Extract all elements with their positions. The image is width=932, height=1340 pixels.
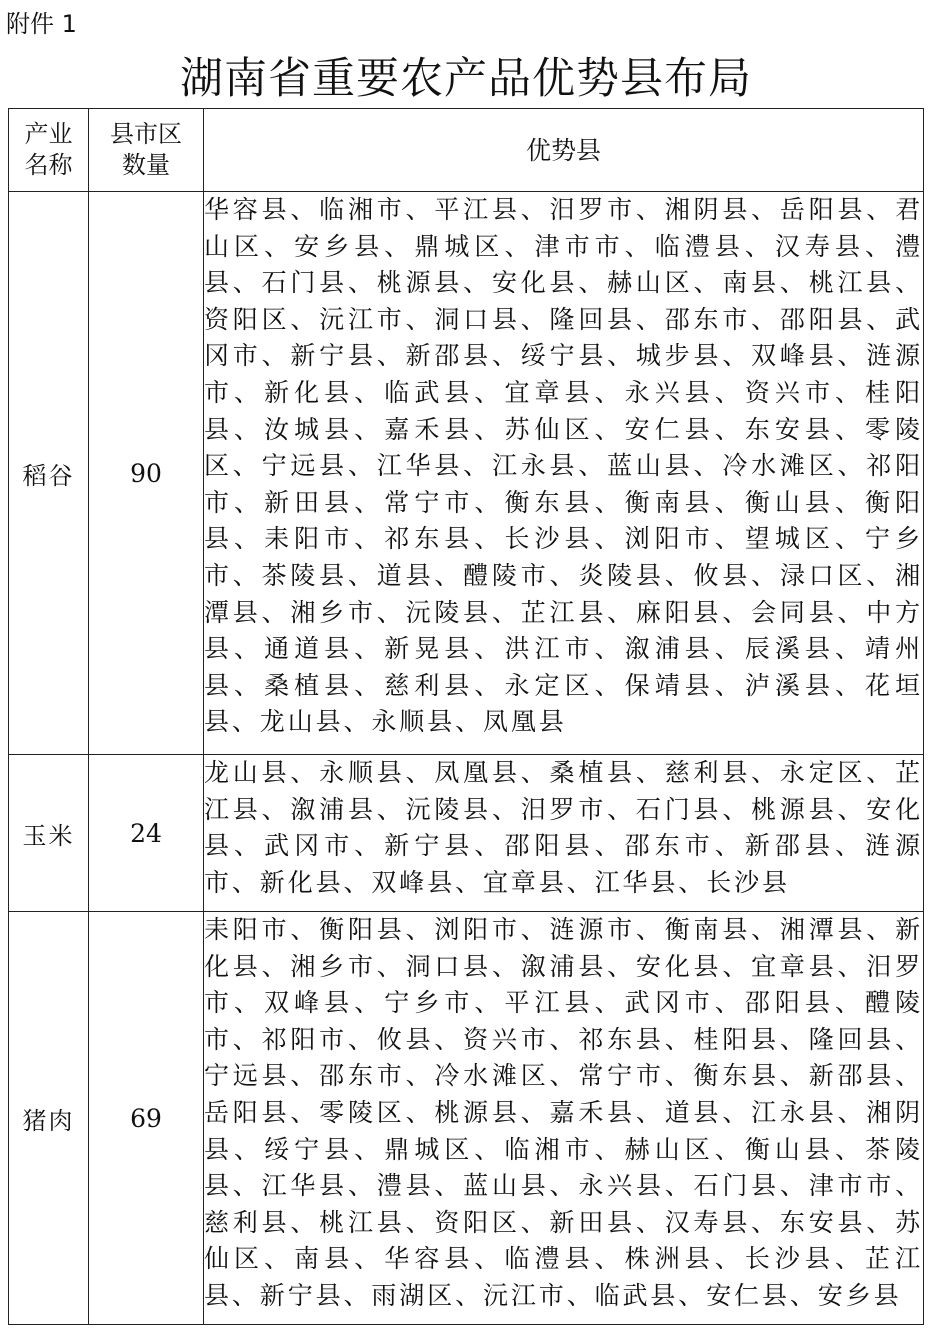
- attachment-label: 附件 1: [6, 10, 77, 38]
- header-count: [89, 109, 204, 192]
- table-header-row: [9, 109, 924, 192]
- header-counties: 优势县: [204, 109, 924, 192]
- priority-counties-table: [8, 108, 924, 1325]
- header-count-line1: 县市区: [110, 120, 182, 148]
- row-industry-name: 稻谷: [9, 192, 89, 755]
- row-industry-name: 猪肉: [9, 912, 89, 1325]
- page-title: 湖南省重要农产品优势县布局: [180, 54, 752, 104]
- header-count-line2: 数量: [122, 151, 170, 179]
- table-row-pork: [9, 912, 924, 1325]
- row-industry-name: 玉米: [9, 755, 89, 912]
- row-county-count: 24: [89, 755, 204, 912]
- row-county-list: 华容县、临湘市、平江县、汨罗市、湘阴县、岳阳县、君山区、安乡县、鼎城区、津市市、临澧县、汉寿县、澧县、石门县、桃源县、安化县、赫山区、南县、桃江县、资阳区、沅江市、洞口县、隆回县、邵东市、邵阳县、武冈市、新宁县、新邵县、绥宁县、城步县、双峰县、涟源市、新化县、临武县、宜章县、永兴县、资兴市、桂阳县、汝城县、嘉禾县、苏仙区、安仁县、东安县、零陵区、宁远县、江华县、江永县、蓝山县、冷水滩区、祁阳市、新田县、常宁市、衡东县、衡南县、衡山县、衡阳县、耒阳市、祁东县、长沙县、浏阳市、望城区、宁乡市、茶陵县、道县、醴陵市、炎陵县、攸县、渌口区、湘潭县、湘乡市、沅陵县、芷江县、麻阳县、会同县、中方县、通道县、新晃县、洪江市、溆浦县、辰溪县、靖州县、桑植县、慈利县、永定区、保靖县、泸溪县、花垣县、龙山县、永顺县、凤凰县: [204, 192, 924, 755]
- row-county-list: 龙山县、永顺县、凤凰县、桑植县、慈利县、永定区、芷江县、溆浦县、沅陵县、汨罗市、石门县、桃源县、安化县、武冈市、新宁县、邵阳县、邵东市、新邵县、涟源市、新化县、双峰县、宜章县、江华县、长沙县: [204, 755, 924, 912]
- row-county-count: 90: [89, 192, 204, 755]
- header-industry-line1: 产业: [24, 120, 73, 148]
- row-county-list: 耒阳市、衡阳县、浏阳市、涟源市、衡南县、湘潭县、新化县、湘乡市、洞口县、溆浦县、安化县、宜章县、汨罗市、双峰县、宁乡市、平江县、武冈市、邵阳县、醴陵市、祁阳市、攸县、资兴市、祁东县、桂阳县、隆回县、宁远县、邵东市、冷水滩区、常宁市、衡东县、新邵县、岳阳县、零陵区、桃源县、嘉禾县、道县、江永县、湘阴县、绥宁县、鼎城区、临湘市、赫山区、衡山县、茶陵县、江华县、澧县、蓝山县、永兴县、石门县、津市市、慈利县、桃江县、资阳区、新田县、汉寿县、东安县、苏仙区、南县、华容县、临澧县、株洲县、长沙县、芷江县、新宁县、雨湖区、沅江市、临武县、安仁县、安乡县: [204, 912, 924, 1325]
- header-industry-line2: 名称: [24, 151, 73, 179]
- header-industry: [9, 109, 89, 192]
- row-county-count: 69: [89, 912, 204, 1325]
- table-row-corn: [9, 755, 924, 912]
- table-row-rice: [9, 192, 924, 755]
